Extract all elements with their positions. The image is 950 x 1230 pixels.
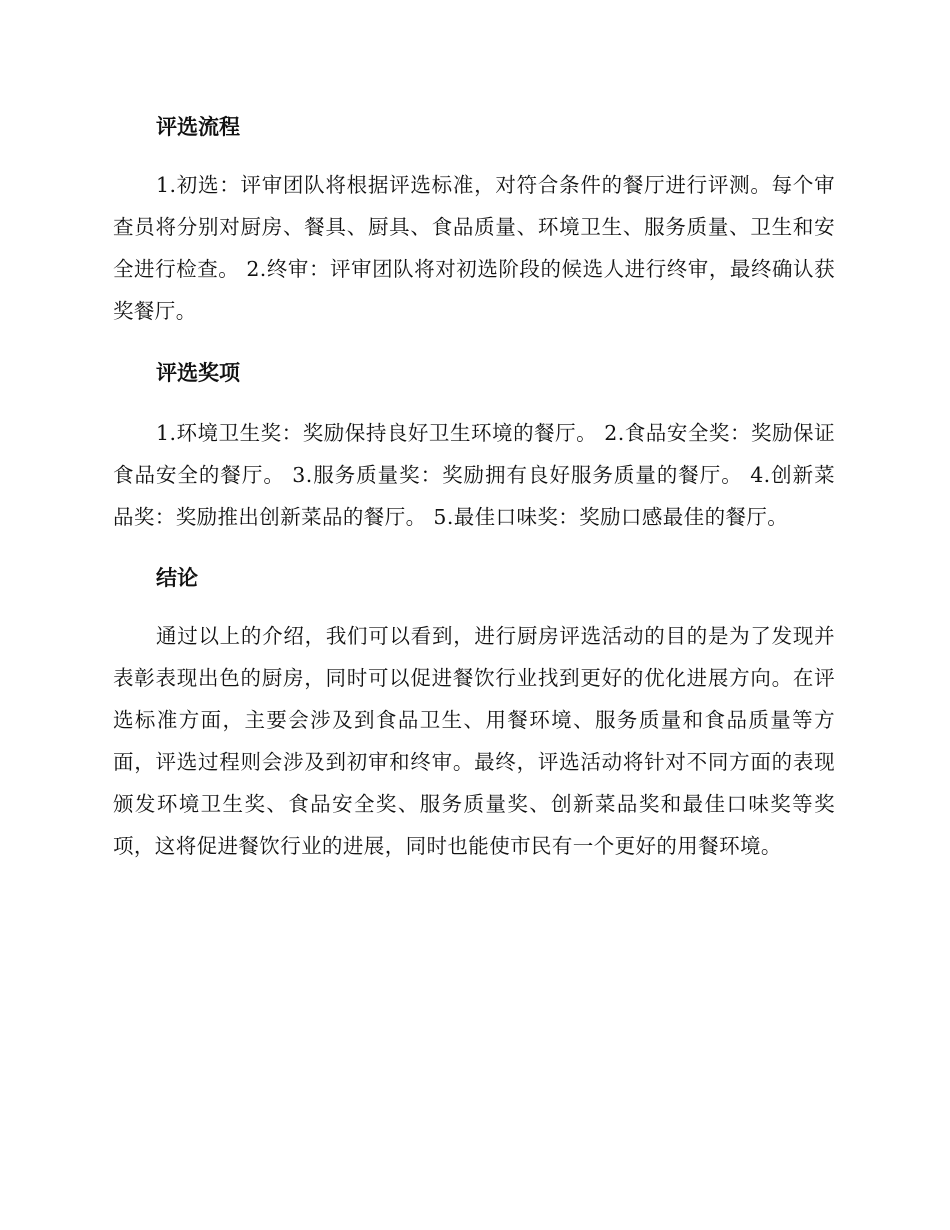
section-body-conclusion: 通过以上的介绍，我们可以看到，进行厨房评选活动的目的是为了发现并表彰表现出色的厨房，同时可以促进餐饮行业找到更好的优化进展方向。在评选标准方面，主要会涉及到食品卫生、用餐环境、服务质量和食品质量等方面，评选过程则会涉及到初审和终审。最终，评选活动将针对不同方面的表现颁发环境卫生奖、食品安全奖、服务质量奖、创新菜品奖和最佳口味奖等奖项，这将促进餐饮行业的进展，同时也能使市民有一个更好的用餐环境。 [113,624,835,858]
section-heading-process: 评选流程 [156,114,240,139]
section-body-process: 1.初选：评审团队将根据评选标准，对符合条件的餐厅进行评测。每个审查员将分别对厨房、餐具、厨具、食品质量、环境卫生、服务质量、卫生和安全进行检查。 2.终审：评审团队将对初选阶段的候选人进行终审，最终确认获奖餐厅。 [113,173,835,323]
section-heading-conclusion: 结论 [156,565,198,590]
section-body-awards: 1.环境卫生奖：奖励保持良好卫生环境的餐厅。 2.食品安全奖：奖励保证食品安全的餐厅。 3.服务质量奖：奖励拥有良好服务质量的餐厅。 4.创新菜品奖：奖励推出创新菜品的餐厅。 5.最佳口味奖：奖励口感最佳的餐厅。 [113,421,835,529]
section-heading-awards: 评选奖项 [156,360,240,385]
document-page [113,106,835,867]
